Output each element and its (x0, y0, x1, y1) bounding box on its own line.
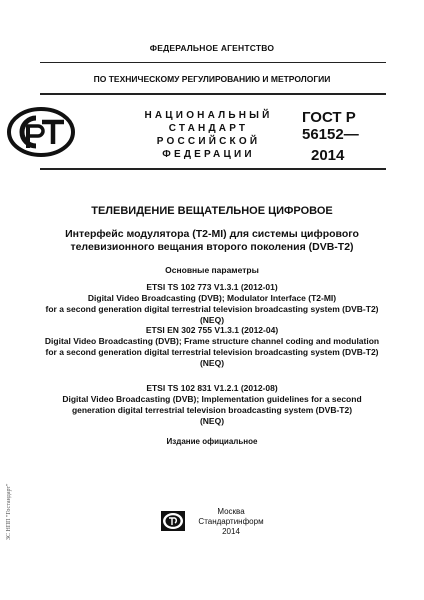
subtitle-line-1: Интерфейс модулятора (Т2-MI) для системы цифрового (65, 228, 359, 240)
agency-line-2: ПО ТЕХНИЧЕСКОМУ РЕГУЛИРОВАНИЮ И МЕТРОЛОГИИ (93, 74, 331, 84)
standard-line-1: НАЦИОНАЛЬНЫЙ (144, 110, 273, 121)
standartinform-logo-icon (160, 510, 186, 532)
reference-equivalence: (NEQ) (199, 315, 225, 325)
params-label: Основные параметры (165, 265, 259, 275)
divider-top (40, 62, 386, 63)
reference-text: Digital Video Broadcasting (DVB); Frame structure channel coding and modulation (44, 336, 380, 346)
reference-block (0, 383, 424, 427)
document-title: ТЕЛЕВИДЕНИЕ ВЕЩАТЕЛЬНОЕ ЦИФРОВОЕ (91, 205, 333, 217)
standard-line-4: ФЕДЕРАЦИИ (162, 149, 255, 160)
agency-line-1: ФЕДЕРАЛЬНОЕ АГЕНТСТВО (149, 43, 275, 53)
divider-standard (40, 168, 386, 170)
official-edition-label: Издание официальное (166, 437, 258, 446)
divider-header (40, 93, 386, 95)
publisher-year: 2014 (222, 527, 240, 536)
document-subtitle (0, 228, 424, 254)
reference-block (0, 325, 424, 369)
reference-text: Digital Video Broadcasting (DVB); Implementation guidelines for a second (62, 394, 362, 404)
reference-equivalence: (NEQ) (199, 358, 225, 368)
gost-code: 56152— (302, 126, 359, 143)
standard-line-3: РОССИЙСКОЙ (156, 136, 261, 147)
reference-code: ETSI TS 102 773 V1.3.1 (2012-01) (146, 282, 278, 292)
reference-text: for a second generation digital terrestrial television broadcasting system (DVB-T2) (45, 304, 379, 314)
publisher-city: Москва (217, 507, 245, 516)
standard-designation (136, 109, 281, 161)
gost-number (302, 109, 402, 143)
reference-text: generation digital terrestrial television broadcasting system (DVB-T2) (71, 405, 353, 415)
reference-code: ETSI EN 302 755 V1.3.1 (2012-04) (145, 325, 279, 335)
side-watermark: ЗС НПП "Гостандарт" (6, 483, 12, 540)
gost-year: 2014 (311, 147, 345, 164)
reference-text: for a second generation digital terrestrial television broadcasting system (DVB-T2) (45, 347, 379, 357)
standard-line-2: СТАНДАРТ (168, 123, 249, 134)
reference-equivalence: (NEQ) (199, 416, 225, 426)
publisher-block (196, 507, 266, 537)
subtitle-line-2: телевизионного вещания второго поколения (DVB-T2) (70, 241, 354, 253)
gost-label: ГОСТ Р (302, 109, 356, 126)
reference-text: Digital Video Broadcasting (DVB); Modulator Interface (T2-MI) (87, 293, 337, 303)
rst-emblem-icon (6, 106, 76, 158)
publisher-name: Стандартинформ (198, 517, 264, 526)
reference-code: ETSI TS 102 831 V1.2.1 (2012-08) (146, 383, 278, 393)
reference-block (0, 282, 424, 326)
